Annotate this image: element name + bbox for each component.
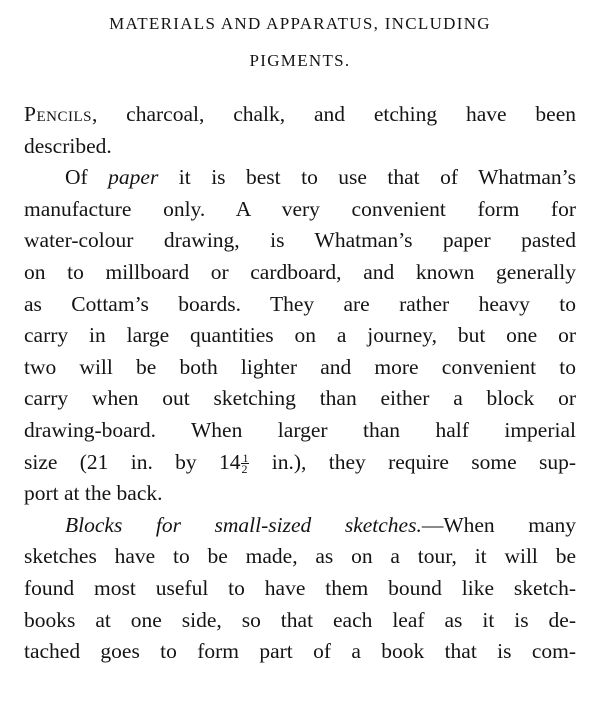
body-text: [24, 99, 576, 668]
paragraph-3-line-2: sketches have to be made, as on a tour, it will be: [24, 544, 576, 569]
paragraph-2-line-10: [24, 447, 576, 479]
paragraph-1-line-2: described.: [24, 133, 112, 158]
paragraph-2-emphasis-paper: paper: [108, 165, 159, 190]
paragraph-2-line-1-end: it is best to use that of Whatman’s: [158, 165, 577, 190]
paragraph-3-line-1-end: —When many: [421, 512, 576, 537]
fraction-numerator: 1: [242, 450, 249, 465]
paragraph-2-line-6: carry in large quantities on a journey, but one or: [24, 323, 576, 348]
paragraph-2-line-8: carry when out sketching than either a block or: [24, 386, 576, 411]
paragraph-2-line-10-start: size (21 in. by 14: [24, 449, 241, 474]
paragraph-1-line-1-text: , charcoal, chalk, and etching have been: [91, 102, 576, 126]
paragraph-2-line-2: manufacture only. A very convenient form for: [24, 196, 576, 221]
paragraph-2-line-1-start: Of: [65, 165, 109, 190]
paragraph-2-line-1: [24, 162, 576, 194]
paragraph-3-line-1: [24, 510, 576, 542]
chapter-heading-line-2: PIGMENTS.: [249, 51, 351, 70]
paragraph-2-line-3: water-colour drawing, is Whatman’s paper pasted: [24, 228, 576, 253]
paragraph-3-emphasis-blocks: Blocks for small-sized sketches.: [65, 512, 422, 537]
paragraph-2-line-11: port at the back.: [24, 481, 163, 506]
paragraph-2-line-10-end: in.), they require some sup-: [249, 449, 577, 474]
paragraph-2-line-9: drawing-board. When larger than half imperial: [24, 417, 576, 442]
paragraph-3-line-4: books at one side, so that each leaf as it is de-: [24, 607, 576, 632]
paragraph-3-line-3: found most useful to have them bound like sketch-: [24, 575, 576, 600]
paragraph-2-line-7: two will be both lighter and more convenient to: [24, 354, 576, 379]
paragraph-1-line-1: [24, 99, 576, 131]
paragraph-1-first-word: Pencils: [24, 102, 92, 126]
paragraph-2-line-5: as Cottam’s boards. They are rather heavy to: [24, 291, 576, 316]
fraction-denominator: 2: [241, 461, 248, 476]
paragraph-2-line-4: on to millboard or cardboard, and known generally: [24, 259, 576, 284]
paragraph-3-line-5: tached goes to form part of a book that is com-: [24, 639, 576, 664]
chapter-heading-line-1: MATERIALS AND APPARATUS, INCLUDING: [109, 14, 491, 33]
